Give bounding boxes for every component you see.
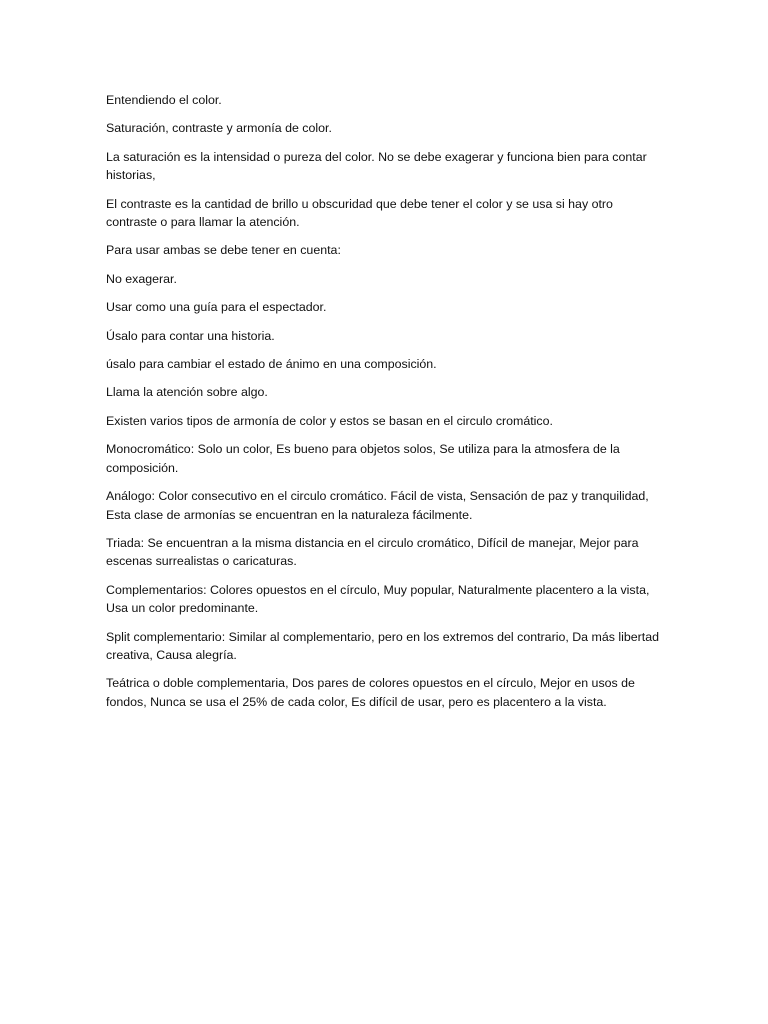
- list-item: Usar como una guía para el espectador.: [106, 300, 327, 315]
- list-item: úsalo para cambiar el estado de ánimo en una composición.: [106, 357, 437, 372]
- paragraph-contraste: El contraste es la cantidad de brillo u obscuridad que debe tener el color y se usa si hay otro contraste o para llamar la atención.: [106, 196, 613, 230]
- list-item: No exagerar.: [106, 271, 177, 286]
- paragraph-saturacion: La saturación es la intensidad o pureza del color. No se debe exagerar y funciona bien para contar historias,: [106, 149, 647, 183]
- list-item: Úsalo para contar una historia.: [106, 328, 275, 343]
- paragraph-analogo: Análogo: Color consecutivo en el circulo cromático. Fácil de vista, Sensación de paz y tranquilidad, Esta clase de armonías se encuentran en la naturaleza fácilmente.: [106, 489, 649, 522]
- paragraph-intro-list: Para usar ambas se debe tener en cuenta:: [106, 243, 341, 258]
- paragraph-split-complementario: Split complementario: Similar al complementario, pero en los extremos del contrario, Da más libertad creativa, Causa alegría.: [106, 629, 659, 662]
- paragraph-armonia-intro: Existen varios tipos de armonía de color y estos se basan en el circulo cromático.: [106, 413, 553, 428]
- paragraph-complementarios: Complementarios: Colores opuestos en el círculo, Muy popular, Naturalmente placentero a la vista, Usa un color predominante.: [106, 582, 650, 616]
- paragraph-monocromatico: Monocromático: Solo un color, Es bueno para objetos solos, Se utiliza para la atmosfera de la composición.: [106, 442, 620, 475]
- section-heading: Saturación, contraste y armonía de color.: [106, 121, 332, 136]
- document-title: Entendiendo el color.: [106, 93, 222, 107]
- document-body: [106, 91, 662, 721]
- list-item: Llama la atención sobre algo.: [106, 385, 268, 400]
- paragraph-teatrica: Teátrica o doble complementaria, Dos pares de colores opuestos en el círculo, Mejor en usos de fondos, Nunca se usa el 25% de cada color, Es difícil de usar, pero es placentero a la vista.: [106, 676, 635, 709]
- paragraph-triada: Triada: Se encuentran a la misma distancia en el circulo cromático, Difícil de manejar, Mejor para escenas surrealistas o caricaturas.: [106, 535, 639, 569]
